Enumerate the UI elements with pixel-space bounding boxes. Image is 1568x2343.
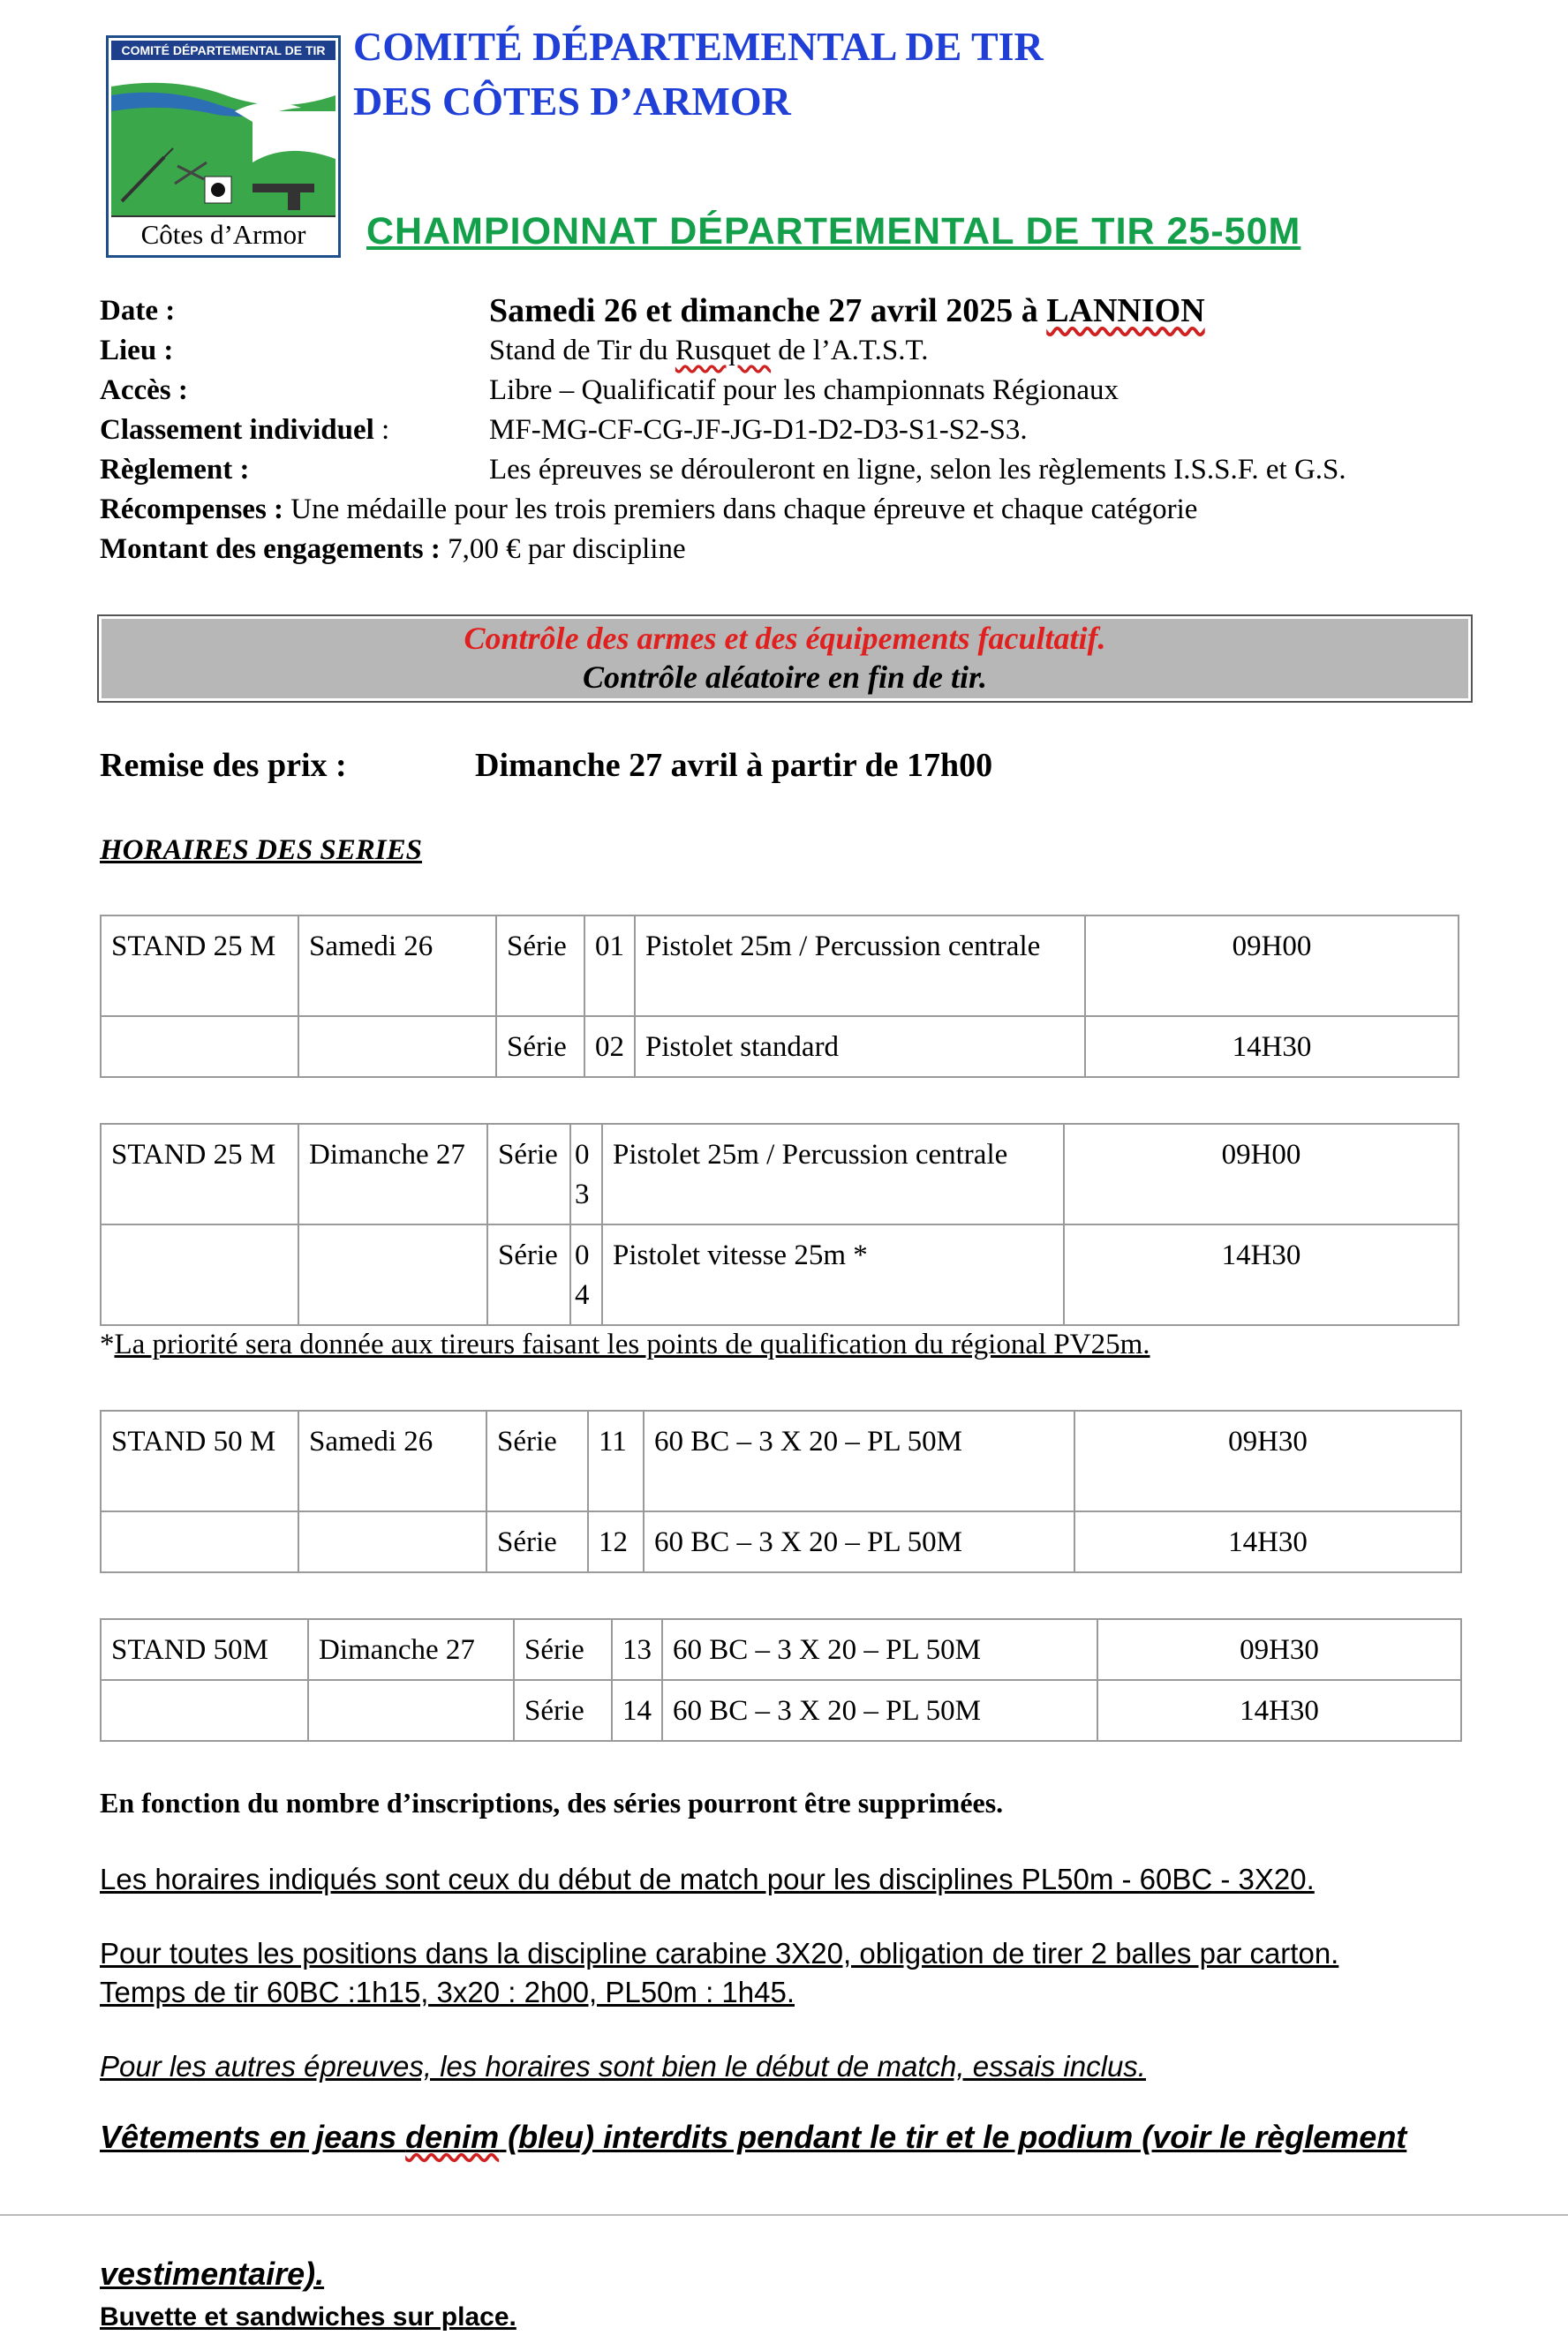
pv-note-star: * — [100, 1329, 115, 1360]
serie-cell: Série — [496, 915, 584, 1016]
date-text: Samedi 26 et dimanche 27 avril 2025 à — [489, 292, 1047, 329]
logo-emblem — [111, 60, 335, 219]
stand-cell — [101, 1680, 308, 1741]
reglement-value: Les épreuves se dérouleront en ligne, selon les règlements I.S.S.F. et G.S. — [489, 454, 1346, 486]
logo-bottom-text: Côtes d’Armor — [111, 215, 335, 252]
time-cell: 09H30 — [1074, 1411, 1461, 1511]
stand-cell: STAND 25 M — [101, 915, 298, 1016]
discipline-cell: Pistolet vitesse 25m * — [602, 1224, 1064, 1325]
time-cell: 09H30 — [1097, 1619, 1461, 1680]
discipline-cell: Pistolet 25m / Percussion centrale — [602, 1124, 1064, 1224]
serie-cell: Série — [486, 1411, 588, 1511]
classement-label-text: Classement individuel — [100, 414, 374, 446]
championship-title: CHAMPIONNAT DÉPARTEMENTAL DE TIR 25-50M — [366, 210, 1301, 252]
lieu-value — [489, 335, 928, 367]
title-line-1: COMITÉ DÉPARTEMENTAL DE TIR — [353, 24, 1044, 69]
table-row — [101, 1619, 1461, 1680]
logo — [106, 35, 341, 258]
recompenses-value: Une médaille pour les trois premiers dans chaque épreuve et chaque catégorie — [283, 493, 1198, 525]
schedule-table-2 — [100, 1123, 1459, 1326]
stand-cell: STAND 25 M — [101, 1124, 298, 1224]
date-value — [489, 291, 1205, 330]
schedule-table-4 — [100, 1618, 1462, 1742]
discipline-cell: Pistolet standard — [635, 1016, 1085, 1077]
time-cell: 14H30 — [1085, 1016, 1459, 1077]
serie-cell: Série — [486, 1511, 588, 1572]
time-cell: 14H30 — [1097, 1680, 1461, 1741]
stand-cell — [101, 1224, 298, 1325]
table-row — [101, 1224, 1459, 1325]
table-row — [101, 1411, 1461, 1511]
lieu-text-word: Rusquet — [675, 335, 772, 366]
discipline-cell: 60 BC – 3 X 20 – PL 50M — [644, 1411, 1074, 1511]
vetements-pre: Vêtements en jeans — [100, 2119, 406, 2155]
table-row — [101, 1124, 1459, 1224]
temps-note: Temps de tir 60BC :1h15, 3x20 : 2h00, PL50m : 1h45. — [100, 1976, 795, 2008]
prix-label: Remise des prix : — [100, 747, 347, 784]
day-cell: Samedi 26 — [298, 915, 496, 1016]
schedule-table-3 — [100, 1410, 1462, 1573]
acces-label: Accès : — [100, 374, 188, 406]
num-cell: 12 — [588, 1511, 644, 1572]
autres-note: Pour les autres épreuves, les horaires sont bien le début de match, essais inclus. — [100, 2050, 1146, 2083]
time-cell: 14H30 — [1064, 1224, 1459, 1325]
stand-cell: STAND 50M — [101, 1619, 308, 1680]
control-banner — [97, 614, 1473, 703]
montant-value: 7,00 € par discipline — [440, 533, 686, 565]
num-cell: 02 — [584, 1016, 635, 1077]
discipline-cell: 60 BC – 3 X 20 – PL 50M — [644, 1511, 1074, 1572]
stand-cell — [101, 1016, 298, 1077]
time-cell: 09H00 — [1085, 915, 1459, 1016]
horaires-title: HORAIRES DES SERIES — [100, 834, 423, 866]
num-cell: 01 — [584, 915, 635, 1016]
lieu-label: Lieu : — [100, 335, 174, 366]
serie-cell: Série — [514, 1680, 612, 1741]
schedule-table-1 — [100, 915, 1459, 1078]
banner-line-1: Contrôle des armes et des équipements facultatif. — [464, 621, 1106, 656]
discipline-cell: Pistolet 25m / Percussion centrale — [635, 915, 1085, 1016]
day-cell: Dimanche 27 — [298, 1124, 487, 1224]
vetements-word: denim — [405, 2119, 500, 2155]
classement-label — [100, 414, 389, 447]
serie-cell: Série — [487, 1124, 570, 1224]
day-cell — [298, 1224, 487, 1325]
table-row — [101, 1680, 1461, 1741]
discipline-cell: 60 BC – 3 X 20 – PL 50M — [662, 1680, 1097, 1741]
horaires-note: Les horaires indiqués sont ceux du début de match pour les disciplines PL50m - 60BC - 3X20. — [100, 1863, 1315, 1895]
committee-title — [353, 19, 1044, 129]
pv-note-text: La priorité sera donnée aux tireurs faisant les points de qualification du régional PV25m. — [114, 1329, 1150, 1360]
info-block — [0, 291, 1568, 583]
date-label: Date : — [100, 295, 176, 327]
num-cell: 14 — [612, 1680, 662, 1741]
pistol-icon — [253, 184, 314, 192]
classement-value: MF-MG-CF-CG-JF-JG-D1-D2-D3-S1-S2-S3. — [489, 414, 1028, 446]
buvette-note: Buvette et sandwiches sur place. — [100, 2302, 516, 2332]
stand-cell — [101, 1511, 298, 1572]
carabine-note: Pour toutes les positions dans la discipline carabine 3X20, obligation de tirer 2 balles par carton. — [100, 1937, 1339, 1970]
recompenses-row — [100, 493, 1197, 526]
vetements-note — [100, 2119, 1406, 2156]
serie-cell: Série — [487, 1224, 570, 1325]
table-row — [101, 1016, 1459, 1077]
vetements-post: (bleu) interdits pendant le tir et le podium (voir le règlement — [499, 2119, 1407, 2155]
date-city: LANNION — [1046, 292, 1205, 329]
banner-line-2: Contrôle aléatoire en fin de tir. — [582, 659, 987, 695]
day-cell — [308, 1680, 514, 1741]
suppression-note: En fonction du nombre d’inscriptions, des séries pourront être supprimées. — [100, 1787, 1004, 1819]
logo-top-text: COMITÉ DÉPARTEMENTAL DE TIR — [111, 41, 335, 60]
num-cell: 03 — [570, 1124, 602, 1224]
acces-value: Libre – Qualificatif pour les championnats Régionaux — [489, 374, 1119, 406]
prix-value: Dimanche 27 avril à partir de 17h00 — [475, 747, 993, 784]
stand-cell: STAND 50 M — [101, 1411, 298, 1511]
serie-cell: Série — [514, 1619, 612, 1680]
num-cell: 04 — [570, 1224, 602, 1325]
num-cell: 11 — [588, 1411, 644, 1511]
discipline-cell: 60 BC – 3 X 20 – PL 50M — [662, 1619, 1097, 1680]
pv-note — [100, 1329, 1150, 1361]
montant-row — [100, 533, 686, 566]
page-divider — [0, 2214, 1568, 2216]
classement-colon: : — [373, 414, 390, 446]
table-row — [101, 915, 1459, 1016]
vetements-end: vestimentaire). — [100, 2256, 325, 2292]
recompenses-label: Récompenses : — [100, 493, 284, 525]
title-line-2: DES CÔTES D’ARMOR — [353, 79, 791, 124]
montant-label: Montant des engagements : — [100, 533, 441, 565]
num-cell: 13 — [612, 1619, 662, 1680]
reglement-label: Règlement : — [100, 454, 250, 486]
lieu-text-post: de l’A.T.S.T. — [771, 335, 929, 366]
time-cell: 14H30 — [1074, 1511, 1461, 1572]
day-cell — [298, 1016, 496, 1077]
day-cell: Samedi 26 — [298, 1411, 486, 1511]
time-cell: 09H00 — [1064, 1124, 1459, 1224]
day-cell — [298, 1511, 486, 1572]
day-cell: Dimanche 27 — [308, 1619, 514, 1680]
table-row — [101, 1511, 1461, 1572]
serie-cell: Série — [496, 1016, 584, 1077]
lieu-text-pre: Stand de Tir du — [489, 335, 675, 366]
